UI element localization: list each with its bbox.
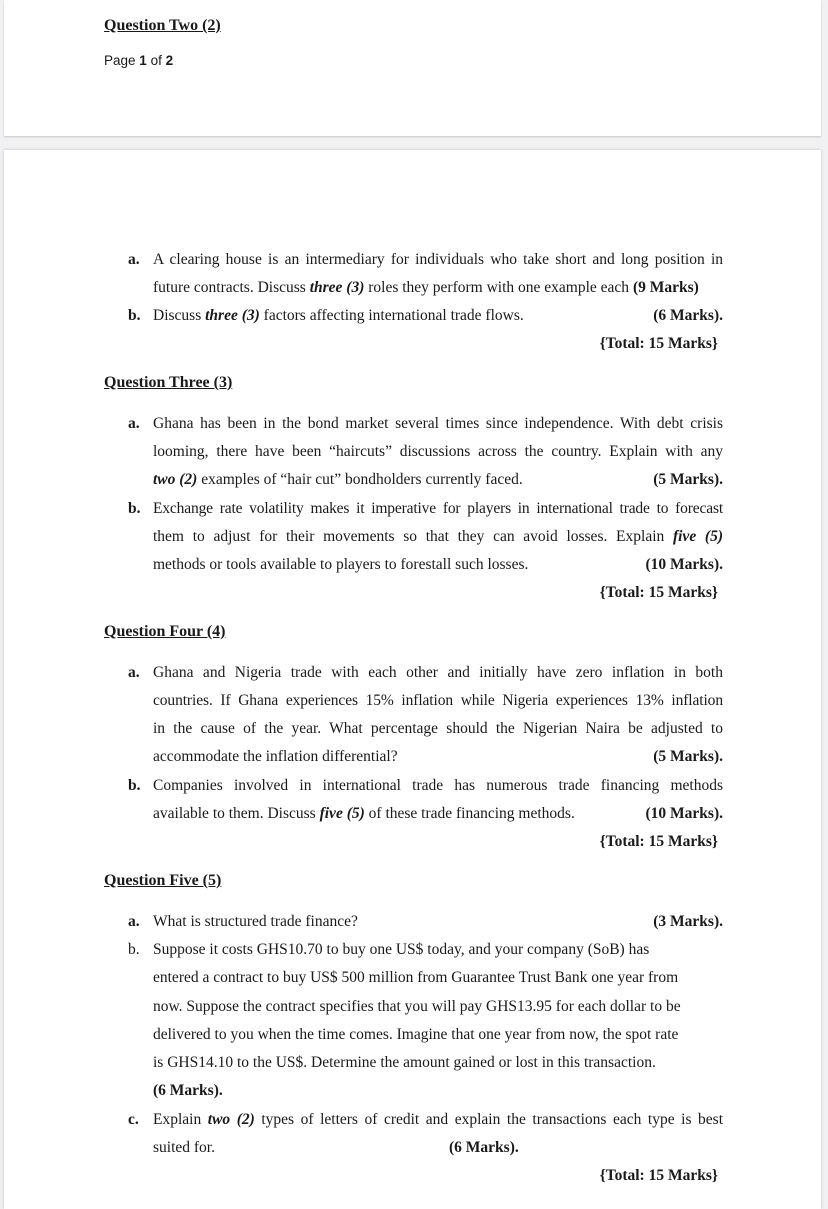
question-five-title: Question Five (5): [104, 872, 222, 889]
q4-b-marks: (10 Marks).: [645, 805, 723, 822]
q4-a-line-2: countries. If Ghana experiences 15% inflation while Nigeria experiences 13% inflation: [153, 692, 723, 709]
q3-a-line-3: two (2) examples of “hair cut” bondholders currently faced. (5 Marks).: [153, 471, 723, 488]
page-2: [4, 150, 821, 1209]
q4-a-line-1: Ghana and Nigeria trade with each other and initially have zero inflation in both: [153, 664, 723, 681]
question-four-title: Question Four (4): [104, 623, 226, 640]
q4-b-line-1: Companies involved in international trade has numerous trade financing methods: [153, 777, 723, 794]
q2-a-marks: (9 Marks): [632, 279, 699, 296]
page-indicator: Page 1 of 2: [104, 53, 174, 68]
q3-b-line-2: them to adjust for their movements so that they can avoid losses. Explain five (5): [153, 528, 723, 545]
q3-b-label: b.: [128, 500, 141, 517]
q5-c-marks: (6 Marks).: [449, 1139, 519, 1156]
q3-a-label: a.: [128, 415, 140, 432]
q5-a-label: a.: [128, 913, 140, 930]
q5-b-marks: (6 Marks).: [153, 1082, 223, 1099]
q4-a-label: a.: [128, 664, 140, 681]
q4-total: {Total: 15 Marks}: [599, 833, 718, 850]
q5-c-label: c.: [128, 1111, 139, 1128]
q5-b-label: b.: [128, 941, 140, 958]
q3-a-line-1: Ghana has been in the bond market several times since independence. With debt crisis: [153, 415, 723, 432]
q4-a-marks: (5 Marks).: [653, 748, 723, 765]
q5-b-marks-line: [153, 1081, 723, 1101]
q3-b-marks: (10 Marks).: [645, 556, 723, 573]
q5-a-line: What is structured trade finance? (3 Marks).: [153, 913, 723, 930]
q4-b-line-2: available to them. Discuss five (5) of these trade financing methods. (10 Marks).: [153, 805, 723, 822]
q3-b-line-3: methods or tools available to players to forestall such losses. (10 Marks).: [153, 556, 723, 573]
q3-a-marks: (5 Marks).: [653, 471, 723, 488]
q5-c-line-2: suited for. (6 Marks).: [153, 1139, 519, 1156]
q2-total: {Total: 15 Marks}: [599, 335, 718, 352]
q5-a-marks: (3 Marks).: [653, 913, 723, 930]
q2-a-line-1: A clearing house is an intermediary for individuals who take short and long position in: [153, 251, 723, 268]
q4-a-line-4: accommodate the inflation differential? (5 Marks).: [153, 748, 723, 765]
question-three-title: Question Three (3): [104, 374, 233, 391]
q3-total: {Total: 15 Marks}: [599, 584, 718, 601]
q2-b-line: Discuss three (3) factors affecting international trade flows. (6 Marks).: [153, 307, 723, 324]
q2-b-marks: (6 Marks).: [653, 307, 723, 324]
q2-a-line-2: future contracts. Discuss three (3) roles they perform with one example each (9 Marks): [153, 279, 699, 296]
q4-b-label: b.: [128, 777, 141, 794]
q5-b-line-3: now. Suppose the contract specifies that you will pay GHS13.95 for each dollar to be: [153, 998, 681, 1015]
q5-b-line-4: delivered to you when the time comes. Imagine that one year from now, the spot rate: [153, 1026, 679, 1043]
q4-a-line-3: in the cause of the year. What percentage should the Nigerian Naira be adjusted to: [153, 720, 723, 737]
q3-a-line-2: looming, there have been “haircuts” discussions across the country. Explain with any: [153, 443, 723, 460]
q2-b-label: b.: [128, 307, 141, 324]
q5-b-line-5: is GHS14.10 to the US$. Determine the amount gained or lost in this transaction.: [153, 1054, 656, 1071]
q5-total: {Total: 15 Marks}: [599, 1167, 718, 1184]
q3-b-line-1: Exchange rate volatility makes it imperative for players in international trade to forecast: [153, 500, 723, 517]
q5-b-line-2: entered a contract to buy US$ 500 million from Guarantee Trust Bank one year from: [153, 969, 679, 986]
q5-b-line-1: Suppose it costs GHS10.70 to buy one US$ today, and your company (SoB) has: [153, 941, 650, 958]
page-1: [4, 0, 821, 136]
q5-c-line-1: Explain two (2) types of letters of credit and explain the transactions each type is best: [153, 1111, 723, 1128]
question-two-title: Question Two (2): [104, 17, 221, 34]
q2-a-label: a.: [128, 251, 140, 268]
